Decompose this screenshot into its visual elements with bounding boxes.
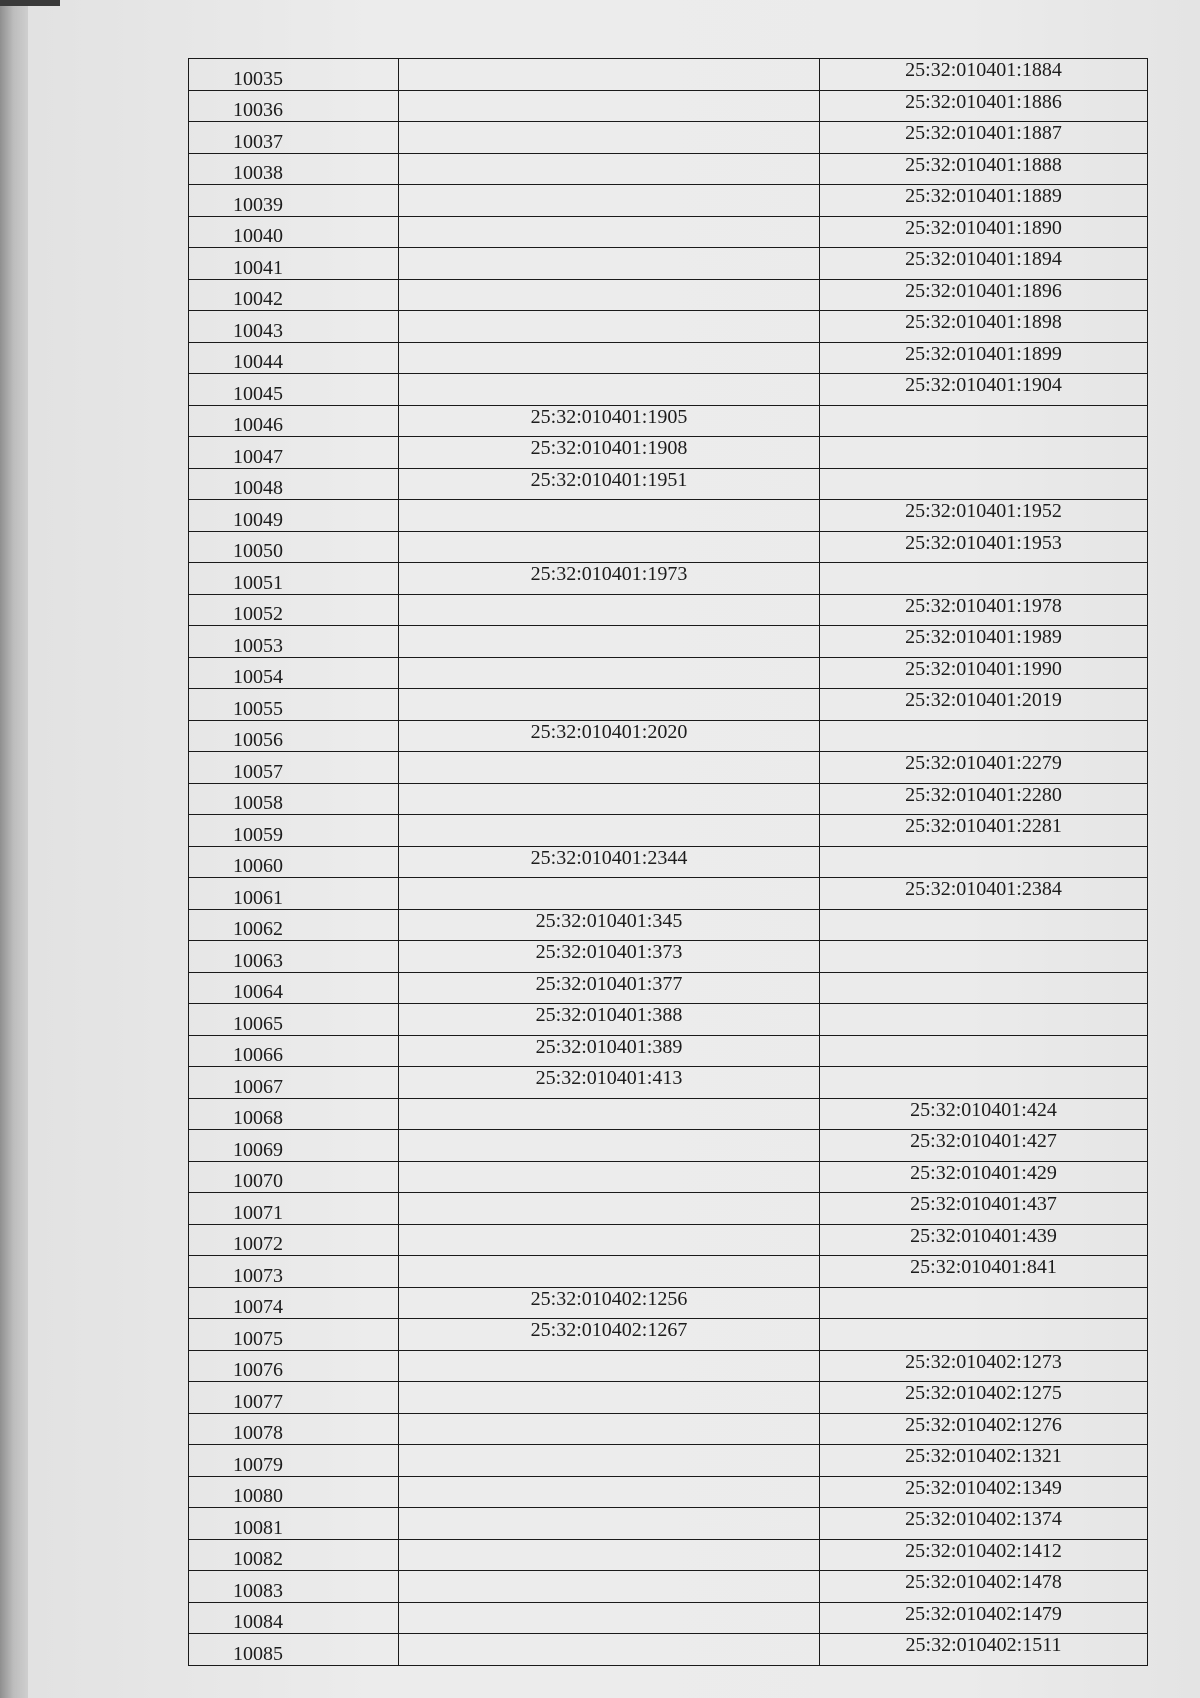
cadastral-cell-col2 xyxy=(399,1508,820,1540)
table-row xyxy=(189,972,1148,1004)
cadastral-cell-col3: 25:32:010402:1321 xyxy=(820,1445,1148,1477)
row-number-cell: 10072 xyxy=(189,1224,399,1256)
cadastral-cell-col2: 25:32:010402:1267 xyxy=(399,1319,820,1351)
row-number-cell: 10043 xyxy=(189,311,399,343)
cadastral-cell-col2 xyxy=(399,279,820,311)
row-number-cell: 10077 xyxy=(189,1382,399,1414)
cadastral-cell-col2: 25:32:010401:1905 xyxy=(399,405,820,437)
row-number-cell: 10048 xyxy=(189,468,399,500)
cadastral-cell-col3: 25:32:010402:1273 xyxy=(820,1350,1148,1382)
cadastral-cell-col3 xyxy=(820,563,1148,595)
table-row xyxy=(189,216,1148,248)
row-number-cell: 10075 xyxy=(189,1319,399,1351)
row-number-cell: 10069 xyxy=(189,1130,399,1162)
cadastral-cell-col3 xyxy=(820,941,1148,973)
cadastral-cell-col2 xyxy=(399,1130,820,1162)
row-number-cell: 10076 xyxy=(189,1350,399,1382)
row-number-cell: 10082 xyxy=(189,1539,399,1571)
table-row xyxy=(189,1035,1148,1067)
cadastral-cell-col3: 25:32:010401:1884 xyxy=(820,59,1148,91)
row-number-cell: 10054 xyxy=(189,657,399,689)
cadastral-cell-col2: 25:32:010401:1908 xyxy=(399,437,820,469)
cadastral-cell-col3 xyxy=(820,720,1148,752)
cadastral-cell-col3: 25:32:010401:1978 xyxy=(820,594,1148,626)
cadastral-cell-col2: 25:32:010401:1973 xyxy=(399,563,820,595)
row-number-cell: 10083 xyxy=(189,1571,399,1603)
row-number-cell: 10059 xyxy=(189,815,399,847)
table-row xyxy=(189,1161,1148,1193)
row-number-cell: 10046 xyxy=(189,405,399,437)
cadastral-cell-col3: 25:32:010401:1953 xyxy=(820,531,1148,563)
cadastral-cell-col2 xyxy=(399,752,820,784)
cadastral-cell-col3 xyxy=(820,1004,1148,1036)
cadastral-cell-col3: 25:32:010401:2280 xyxy=(820,783,1148,815)
row-number-cell: 10040 xyxy=(189,216,399,248)
table-row xyxy=(189,563,1148,595)
cadastral-cell-col3: 25:32:010401:1887 xyxy=(820,122,1148,154)
row-number-cell: 10073 xyxy=(189,1256,399,1288)
table-row xyxy=(189,122,1148,154)
table-row xyxy=(189,657,1148,689)
table-row xyxy=(189,531,1148,563)
table-row xyxy=(189,311,1148,343)
cadastral-cell-col2 xyxy=(399,185,820,217)
table-row xyxy=(189,1634,1148,1666)
cadastral-cell-col3: 25:32:010401:2019 xyxy=(820,689,1148,721)
table-row xyxy=(189,279,1148,311)
table-row xyxy=(189,1256,1148,1288)
cadastral-cell-col2 xyxy=(399,122,820,154)
row-number-cell: 10061 xyxy=(189,878,399,910)
table-row xyxy=(189,153,1148,185)
cadastral-cell-col2 xyxy=(399,1256,820,1288)
cadastral-cell-col3: 25:32:010402:1276 xyxy=(820,1413,1148,1445)
cadastral-cell-col2 xyxy=(399,1161,820,1193)
cadastral-cell-col3 xyxy=(820,1035,1148,1067)
cadastral-cell-col3: 25:32:010401:1890 xyxy=(820,216,1148,248)
row-number-cell: 10079 xyxy=(189,1445,399,1477)
cadastral-cell-col3 xyxy=(820,846,1148,878)
row-number-cell: 10080 xyxy=(189,1476,399,1508)
cadastral-cell-col3: 25:32:010401:2281 xyxy=(820,815,1148,847)
cadastral-cell-col2 xyxy=(399,216,820,248)
table-row xyxy=(189,1193,1148,1225)
cadastral-cell-col3: 25:32:010401:1896 xyxy=(820,279,1148,311)
row-number-cell: 10062 xyxy=(189,909,399,941)
cadastral-cell-col2 xyxy=(399,59,820,91)
cadastral-cell-col3 xyxy=(820,468,1148,500)
cadastral-cell-col2: 25:32:010401:2344 xyxy=(399,846,820,878)
table-row xyxy=(189,1413,1148,1445)
table-row xyxy=(189,185,1148,217)
row-number-cell: 10067 xyxy=(189,1067,399,1099)
cadastral-cell-col3: 25:32:010401:841 xyxy=(820,1256,1148,1288)
cadastral-cell-col2 xyxy=(399,342,820,374)
row-number-cell: 10084 xyxy=(189,1602,399,1634)
cadastral-cell-col2 xyxy=(399,1445,820,1477)
cadastral-cell-col2 xyxy=(399,1413,820,1445)
table-row xyxy=(189,342,1148,374)
table-row xyxy=(189,941,1148,973)
cadastral-cell-col2 xyxy=(399,90,820,122)
row-number-cell: 10052 xyxy=(189,594,399,626)
row-number-cell: 10058 xyxy=(189,783,399,815)
cadastral-cell-col3: 25:32:010401:1886 xyxy=(820,90,1148,122)
row-number-cell: 10065 xyxy=(189,1004,399,1036)
table-row xyxy=(189,752,1148,784)
cadastral-cell-col3: 25:32:010401:1990 xyxy=(820,657,1148,689)
table-row xyxy=(189,405,1148,437)
table-row xyxy=(189,1319,1148,1351)
cadastral-cell-col3: 25:32:010401:1989 xyxy=(820,626,1148,658)
cadastral-cell-col2 xyxy=(399,1224,820,1256)
cadastral-cell-col3: 25:32:010401:1898 xyxy=(820,311,1148,343)
row-number-cell: 10044 xyxy=(189,342,399,374)
table-row xyxy=(189,720,1148,752)
cadastral-cell-col3: 25:32:010401:424 xyxy=(820,1098,1148,1130)
cadastral-cell-col2 xyxy=(399,1382,820,1414)
cadastral-cell-col3: 25:32:010402:1349 xyxy=(820,1476,1148,1508)
table-row xyxy=(189,1067,1148,1099)
cadastral-cell-col2: 25:32:010401:389 xyxy=(399,1035,820,1067)
cadastral-cell-col2: 25:32:010401:2020 xyxy=(399,720,820,752)
table-row xyxy=(189,1539,1148,1571)
cadastral-cell-col3 xyxy=(820,1067,1148,1099)
row-number-cell: 10042 xyxy=(189,279,399,311)
table-row xyxy=(189,783,1148,815)
row-number-cell: 10070 xyxy=(189,1161,399,1193)
table-row xyxy=(189,1602,1148,1634)
cadastral-cell-col3: 25:32:010401:1952 xyxy=(820,500,1148,532)
cadastral-cell-col2 xyxy=(399,815,820,847)
row-number-cell: 10038 xyxy=(189,153,399,185)
table-row xyxy=(189,468,1148,500)
row-number-cell: 10074 xyxy=(189,1287,399,1319)
cadastral-cell-col2: 25:32:010401:388 xyxy=(399,1004,820,1036)
cadastral-cell-col2 xyxy=(399,1098,820,1130)
cadastral-cell-col2 xyxy=(399,311,820,343)
cadastral-cell-col3 xyxy=(820,405,1148,437)
table-row xyxy=(189,90,1148,122)
cadastral-cell-col2 xyxy=(399,248,820,280)
row-number-cell: 10057 xyxy=(189,752,399,784)
scan-corner-mark xyxy=(0,0,60,6)
table-row xyxy=(189,1350,1148,1382)
table-row xyxy=(189,1130,1148,1162)
cadastral-cell-col2 xyxy=(399,1634,820,1666)
table-row xyxy=(189,594,1148,626)
cadastral-cell-col2: 25:32:010402:1256 xyxy=(399,1287,820,1319)
cadastral-cell-col2 xyxy=(399,626,820,658)
cadastral-cell-col3: 25:32:010402:1511 xyxy=(820,1634,1148,1666)
row-number-cell: 10035 xyxy=(189,59,399,91)
table-row xyxy=(189,248,1148,280)
row-number-cell: 10071 xyxy=(189,1193,399,1225)
cadastral-cell-col2 xyxy=(399,1602,820,1634)
cadastral-cell-col2 xyxy=(399,374,820,406)
cadastral-cell-col3: 25:32:010401:2384 xyxy=(820,878,1148,910)
table-row xyxy=(189,1445,1148,1477)
cadastral-cell-col3 xyxy=(820,437,1148,469)
cadastral-cell-col3: 25:32:010401:1894 xyxy=(820,248,1148,280)
row-number-cell: 10068 xyxy=(189,1098,399,1130)
row-number-cell: 10047 xyxy=(189,437,399,469)
cadastral-cell-col2 xyxy=(399,1539,820,1571)
cadastral-cell-col3: 25:32:010401:437 xyxy=(820,1193,1148,1225)
row-number-cell: 10053 xyxy=(189,626,399,658)
table-row xyxy=(189,1571,1148,1603)
cadastral-cell-col2 xyxy=(399,1476,820,1508)
table-row xyxy=(189,500,1148,532)
row-number-cell: 10056 xyxy=(189,720,399,752)
table-row xyxy=(189,909,1148,941)
row-number-cell: 10045 xyxy=(189,374,399,406)
table-row xyxy=(189,1224,1148,1256)
cadastral-cell-col2 xyxy=(399,783,820,815)
cadastral-cell-col2: 25:32:010401:1951 xyxy=(399,468,820,500)
cadastral-cell-col3: 25:32:010401:2279 xyxy=(820,752,1148,784)
row-number-cell: 10078 xyxy=(189,1413,399,1445)
cadastral-cell-col2 xyxy=(399,1350,820,1382)
cadastral-cell-col3: 25:32:010402:1479 xyxy=(820,1602,1148,1634)
table-row xyxy=(189,59,1148,91)
cadastral-cell-col2 xyxy=(399,1571,820,1603)
row-number-cell: 10064 xyxy=(189,972,399,1004)
table-row xyxy=(189,437,1148,469)
cadastral-cell-col3: 25:32:010401:429 xyxy=(820,1161,1148,1193)
row-number-cell: 10051 xyxy=(189,563,399,595)
row-number-cell: 10049 xyxy=(189,500,399,532)
cadastral-cell-col3: 25:32:010401:427 xyxy=(820,1130,1148,1162)
table-row xyxy=(189,846,1148,878)
table-row xyxy=(189,374,1148,406)
cadastral-cell-col2: 25:32:010401:413 xyxy=(399,1067,820,1099)
cadastral-cell-col2 xyxy=(399,657,820,689)
row-number-cell: 10041 xyxy=(189,248,399,280)
cadastral-cell-col2: 25:32:010401:377 xyxy=(399,972,820,1004)
table-container xyxy=(188,58,1148,1666)
cadastral-cell-col2 xyxy=(399,500,820,532)
cadastral-cell-col3: 25:32:010401:439 xyxy=(820,1224,1148,1256)
table-row xyxy=(189,878,1148,910)
row-number-cell: 10063 xyxy=(189,941,399,973)
cadastral-number-table xyxy=(188,58,1148,1666)
table-row xyxy=(189,815,1148,847)
cadastral-cell-col3: 25:32:010401:1888 xyxy=(820,153,1148,185)
cadastral-cell-col3: 25:32:010402:1275 xyxy=(820,1382,1148,1414)
table-row xyxy=(189,1287,1148,1319)
cadastral-cell-col2 xyxy=(399,1193,820,1225)
cadastral-cell-col3 xyxy=(820,972,1148,1004)
row-number-cell: 10085 xyxy=(189,1634,399,1666)
cadastral-cell-col3: 25:32:010401:1899 xyxy=(820,342,1148,374)
row-number-cell: 10081 xyxy=(189,1508,399,1540)
cadastral-cell-col3: 25:32:010401:1889 xyxy=(820,185,1148,217)
cadastral-cell-col3: 25:32:010402:1374 xyxy=(820,1508,1148,1540)
cadastral-cell-col3 xyxy=(820,1319,1148,1351)
cadastral-cell-col2 xyxy=(399,878,820,910)
cadastral-cell-col2 xyxy=(399,594,820,626)
row-number-cell: 10037 xyxy=(189,122,399,154)
cadastral-cell-col2: 25:32:010401:345 xyxy=(399,909,820,941)
row-number-cell: 10036 xyxy=(189,90,399,122)
cadastral-cell-col2 xyxy=(399,153,820,185)
cadastral-cell-col2: 25:32:010401:373 xyxy=(399,941,820,973)
table-row xyxy=(189,626,1148,658)
cadastral-cell-col3 xyxy=(820,1287,1148,1319)
table-row xyxy=(189,1004,1148,1036)
table-row xyxy=(189,1098,1148,1130)
cadastral-cell-col3 xyxy=(820,909,1148,941)
table-body xyxy=(189,59,1148,1666)
row-number-cell: 10055 xyxy=(189,689,399,721)
cadastral-cell-col3: 25:32:010401:1904 xyxy=(820,374,1148,406)
cadastral-cell-col3: 25:32:010402:1412 xyxy=(820,1539,1148,1571)
row-number-cell: 10066 xyxy=(189,1035,399,1067)
document-page xyxy=(28,0,1200,1698)
cadastral-cell-col2 xyxy=(399,689,820,721)
row-number-cell: 10050 xyxy=(189,531,399,563)
row-number-cell: 10060 xyxy=(189,846,399,878)
row-number-cell: 10039 xyxy=(189,185,399,217)
cadastral-cell-col2 xyxy=(399,531,820,563)
table-row xyxy=(189,1382,1148,1414)
cadastral-cell-col3: 25:32:010402:1478 xyxy=(820,1571,1148,1603)
table-row xyxy=(189,1508,1148,1540)
table-row xyxy=(189,689,1148,721)
table-row xyxy=(189,1476,1148,1508)
